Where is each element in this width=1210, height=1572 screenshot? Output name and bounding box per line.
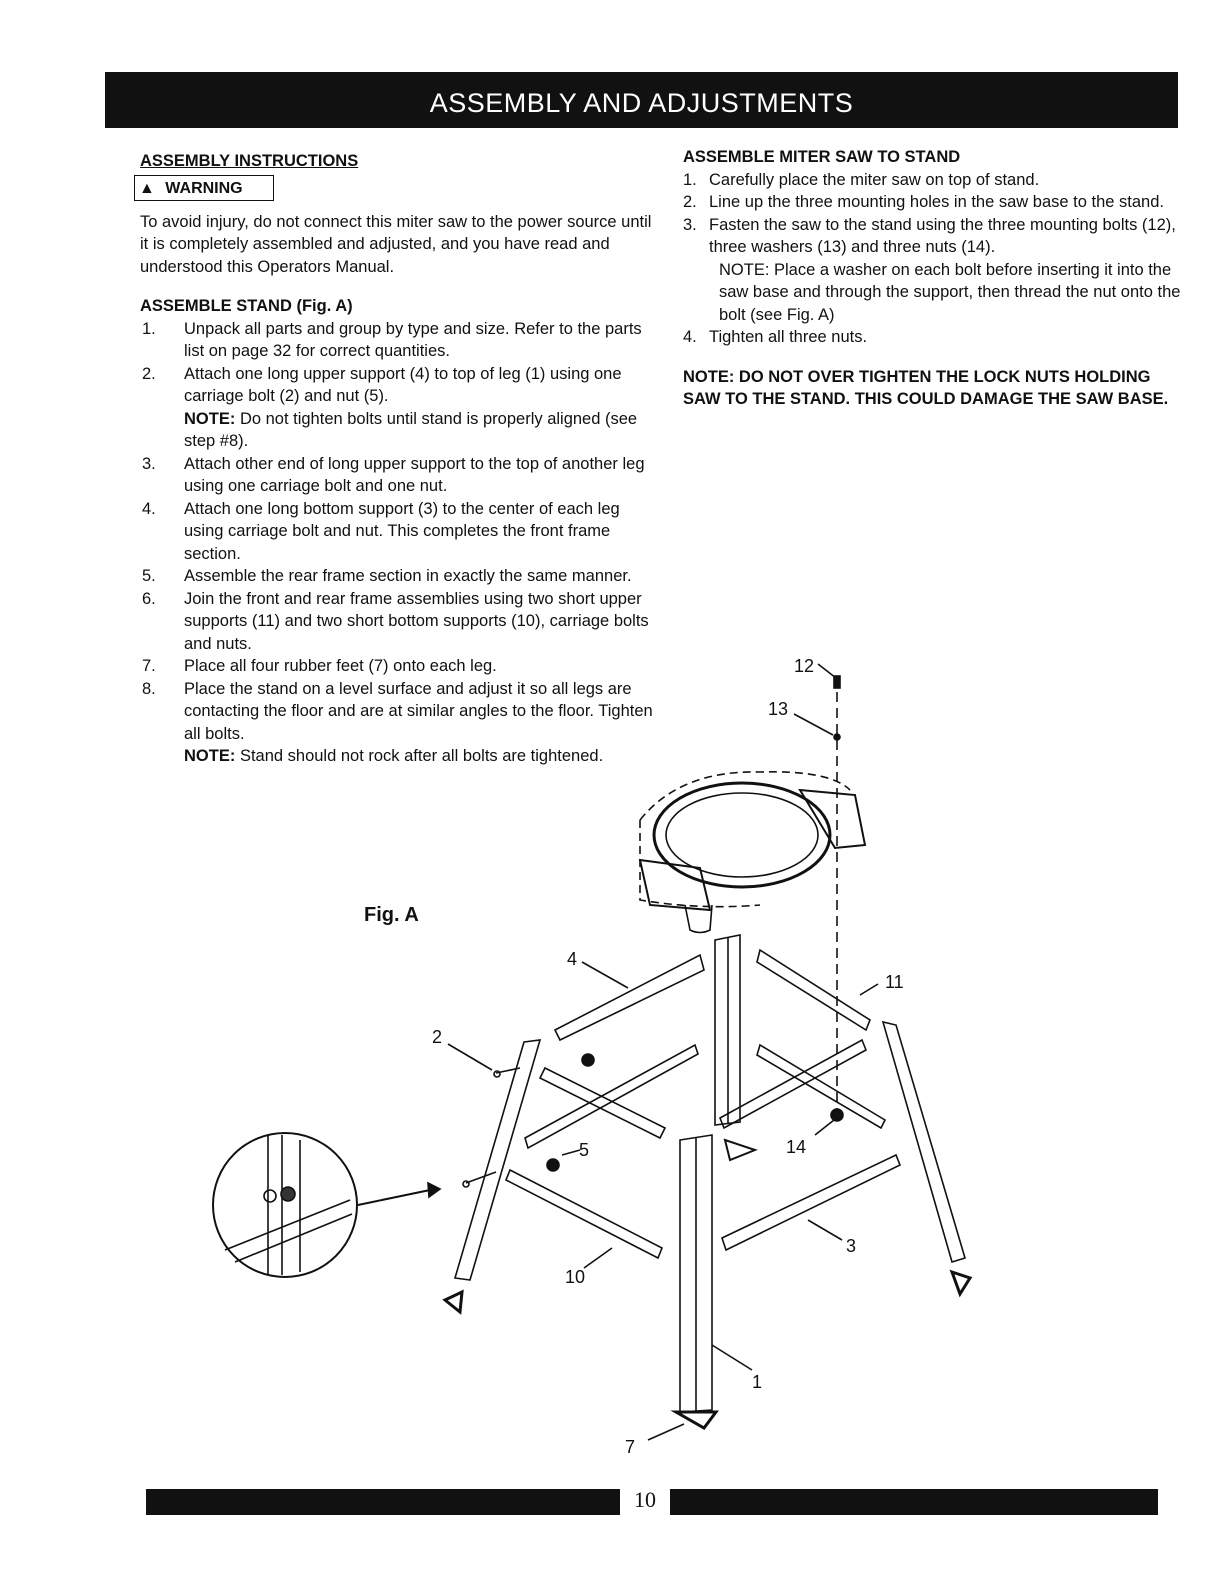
stand-step: 1. Unpack all parts and group by type and size. Refer to the parts list on page 32 for correct quantities. bbox=[142, 319, 642, 360]
warning-label: WARNING bbox=[165, 179, 243, 197]
saw-base-outline bbox=[640, 772, 865, 933]
overtighten-warning-note: NOTE: DO NOT OVER TIGHTEN THE LOCK NUTS HOLDING SAW TO THE STAND. THIS COULD DAMAGE THE SAW BASE. bbox=[683, 367, 1169, 408]
callout-4: 4 bbox=[567, 949, 578, 969]
callout-12: 12 bbox=[794, 656, 815, 676]
saw-step: 2. Line up the three mounting holes in the saw base to the stand. bbox=[683, 193, 1164, 211]
note-label: NOTE: bbox=[184, 747, 236, 765]
stand-supports bbox=[506, 950, 900, 1258]
callout-14: 14 bbox=[786, 1137, 807, 1157]
callout-1: 1 bbox=[752, 1372, 763, 1392]
stand-step: 7. Place all four rubber feet (7) onto each leg. bbox=[142, 657, 497, 675]
note-label: NOTE: bbox=[184, 409, 236, 428]
saw-step: 1. Carefully place the miter saw on top of stand. bbox=[683, 170, 1040, 189]
callout-leaders bbox=[448, 962, 878, 1440]
detail-magnifier bbox=[213, 1133, 440, 1277]
callout-5: 5 bbox=[579, 1140, 590, 1160]
callout-13: 13 bbox=[768, 699, 789, 719]
warning-text: To avoid injury, do not connect this miter saw to the power source until it is completely assembled and adjusted, and you have read and understood this Operators Manual. bbox=[140, 212, 652, 276]
assembly-instructions-heading: ASSEMBLY INSTRUCTIONS bbox=[140, 152, 359, 170]
callout-10: 10 bbox=[565, 1267, 586, 1287]
stand-step: 3. Attach other end of long upper support to the top of another leg using one carriage bolt and one nut. bbox=[142, 454, 645, 495]
warning-triangle-icon: ▲ bbox=[139, 179, 155, 197]
stand-step: 4. Attach one long bottom support (3) to the center of each leg using carriage bolt and nut. This completes the front frame section. bbox=[142, 499, 620, 563]
callout-11: 11 bbox=[885, 972, 904, 992]
carriage-bolts bbox=[463, 1054, 594, 1187]
stand-step: 6. Join the front and rear frame assemblies using two short upper supports (11) and two short bottom supports (10), carriage bolts and nuts. bbox=[142, 589, 649, 653]
callout-3: 3 bbox=[846, 1236, 857, 1256]
callout-7: 7 bbox=[625, 1437, 636, 1457]
stand-legs bbox=[455, 935, 965, 1412]
section-title: ASSEMBLY AND ADJUSTMENTS bbox=[429, 88, 854, 118]
stand-step: 8. Place the stand on a level surface and adjust it so all legs are contacting the floor and are at similar angles to the floor. Tighten all bolts. NOTE: Stand should not rock after all bolts are tightened. bbox=[142, 679, 653, 765]
assemble-stand-heading: ASSEMBLE STAND (Fig. A) bbox=[140, 297, 353, 315]
step-note: Stand should not rock after all bolts are tightened. bbox=[239, 747, 604, 765]
footer-bar-left bbox=[146, 1489, 620, 1515]
callout-2: 2 bbox=[432, 1027, 443, 1047]
stand-step: 5. Assemble the rear frame section in exactly the same manner. bbox=[142, 567, 632, 585]
saw-step: 4. Tighten all three nuts. bbox=[683, 328, 868, 346]
saw-step: 3. Fasten the saw to the stand using the three mounting bolts (12), three washers (13) and three nuts (14). NOTE: Place a washer on each bolt before inserting it into the saw base and through the support, then thread the nut onto the bolt (see Fig. A) bbox=[683, 214, 1183, 327]
page-number: 10 bbox=[634, 1487, 656, 1512]
assemble-saw-heading: ASSEMBLE MITER SAW TO STAND bbox=[683, 148, 961, 166]
figure-label: Fig. A bbox=[364, 904, 419, 926]
step-note: Do not tighten bolts until stand is properly aligned (see step #8). bbox=[184, 409, 638, 450]
rubber-feet bbox=[445, 1140, 970, 1428]
footer-bar-right bbox=[670, 1489, 1158, 1515]
stand-step: 2. Attach one long upper support (4) to top of leg (1) using one carriage bolt (2) and nut (5). NOTE: Do not tighten bolts until stand is properly aligned (see step #8). bbox=[142, 364, 638, 450]
step-note: NOTE: Place a washer on each bolt before inserting it into the saw base and through the support, then thread the nut onto the bolt (see Fig. A) bbox=[719, 260, 1181, 324]
